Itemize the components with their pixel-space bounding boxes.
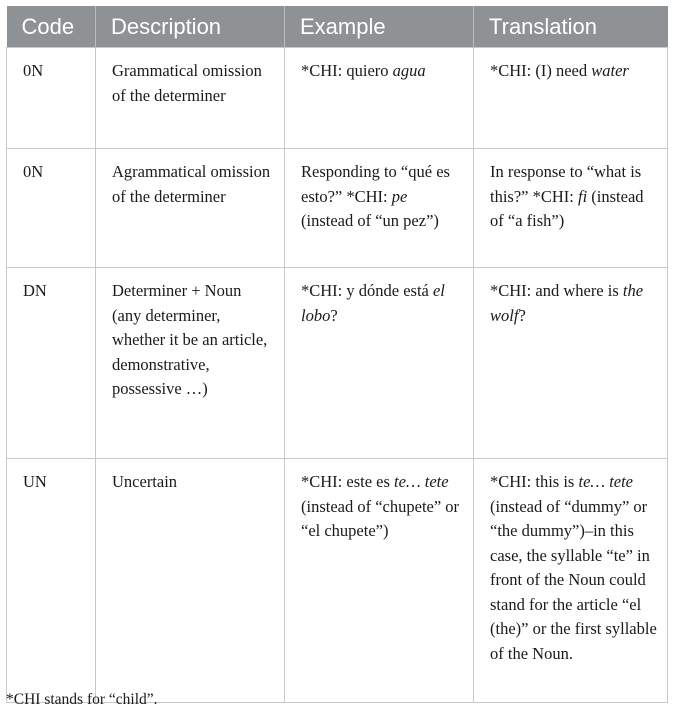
cell-description: Determiner + Noun (any determiner, whether it be an article, demonstrative, possessive …): [96, 268, 285, 459]
table-row: [7, 149, 668, 268]
coding-table: [6, 6, 668, 703]
table-row: [7, 459, 668, 703]
cell-translation: *CHI: this is te… tete (instead of “dummy” or “the dummy”)–in this case, the syllable “te” in front of the Noun could stand for the article “el (the)” or the first syllable of the Noun.: [474, 459, 668, 703]
cell-translation: *CHI: (I) need water: [474, 48, 668, 149]
cell-example: *CHI: quiero agua: [285, 48, 474, 149]
cell-translation: In response to “what is this?” *CHI: fi (instead of “a fish”): [474, 149, 668, 268]
cell-description: Grammatical omission of the determiner: [96, 48, 285, 149]
cell-code: 0N: [7, 48, 96, 149]
header-translation: Translation: [474, 6, 668, 48]
cell-example: Responding to “qué es esto?” *CHI: pe (instead of “un pez”): [285, 149, 474, 268]
cell-translation: *CHI: and where is the wolf?: [474, 268, 668, 459]
header-example: Example: [285, 6, 474, 48]
header-description: Description: [96, 6, 285, 48]
table-footnote: *CHI stands for “child”.: [6, 691, 158, 708]
table-row: [7, 268, 668, 459]
header-code: Code: [7, 6, 96, 48]
cell-example: *CHI: y dónde está el lobo?: [285, 268, 474, 459]
cell-description: Uncertain: [96, 459, 285, 703]
cell-code: UN: [7, 459, 96, 703]
cell-example: *CHI: este es te… tete (instead of “chupete” or “el chupete”): [285, 459, 474, 703]
cell-description: Agrammatical omission of the determiner: [96, 149, 285, 268]
cell-code: DN: [7, 268, 96, 459]
cell-code: 0N: [7, 149, 96, 268]
table-header: [7, 6, 668, 48]
table-row: [7, 48, 668, 149]
